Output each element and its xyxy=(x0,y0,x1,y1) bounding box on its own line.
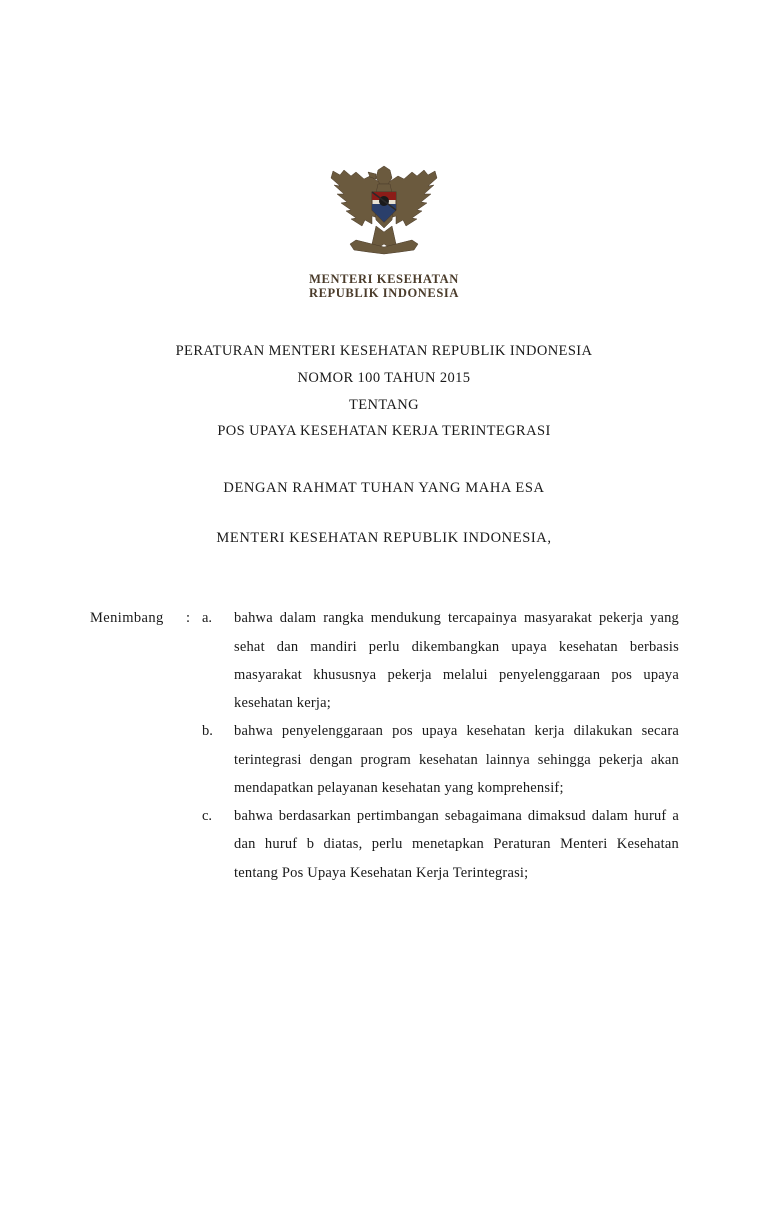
considering-item-c xyxy=(90,802,679,887)
emblem-block xyxy=(0,148,768,300)
considering-text-c: bahwa berdasarkan pertimbangan sebagaimana dimaksud dalam huruf a dan huruf b diatas, perlu menetapkan Peraturan Menteri Kesehatan tentang Pos Upaya Kesehatan Kerja Terintegrasi; xyxy=(234,808,679,881)
preamble-block xyxy=(0,475,768,552)
considering-item-a xyxy=(90,604,679,717)
emblem-caption xyxy=(309,272,459,300)
preamble-blessing: DENGAN RAHMAT TUHAN YANG MAHA ESA xyxy=(223,480,545,497)
title-line-about: TENTANG xyxy=(348,396,420,413)
considering-letter-c: c. xyxy=(202,808,213,825)
considering-letter-b: b. xyxy=(202,723,213,740)
considering-item-b xyxy=(90,717,679,802)
title-line-number: NOMOR 100 TAHUN 2015 xyxy=(297,369,471,386)
title-line-regulation: PERATURAN MENTERI KESEHATAN REPUBLIK INDONESIA xyxy=(175,343,593,359)
emblem-caption-line2: REPUBLIK INDONESIA xyxy=(308,286,460,300)
considering-text-b: bahwa penyelenggaraan pos upaya kesehatan kerja dilakukan secara terintegrasi dengan program kesehatan lainnya sehingga pekerja akan mendapatkan pelayanan kesehatan yang komprehensif; xyxy=(234,723,679,796)
considering-letter-a: a. xyxy=(202,610,213,627)
considering-text-a: bahwa dalam rangka mendukung tercapainya masyarakat pekerja yang sehat dan mandiri perlu dikembangkan upaya kesehatan berbasis masyarakat khususnya pekerja melalui penyelenggaraan pos upaya kesehatan kerja; xyxy=(234,610,679,712)
considering-colon: : xyxy=(186,610,191,627)
garuda-pancasila-emblem-icon xyxy=(320,148,448,268)
considering-section xyxy=(0,604,768,887)
title-line-subject: POS UPAYA KESEHATAN KERJA TERINTEGRASI xyxy=(217,423,551,440)
document-title-block xyxy=(0,338,768,445)
preamble-authority: MENTERI KESEHATAN REPUBLIK INDONESIA, xyxy=(216,529,552,546)
emblem-caption-line1: MENTERI KESEHATAN xyxy=(309,272,459,286)
considering-label: Menimbang xyxy=(90,610,164,627)
